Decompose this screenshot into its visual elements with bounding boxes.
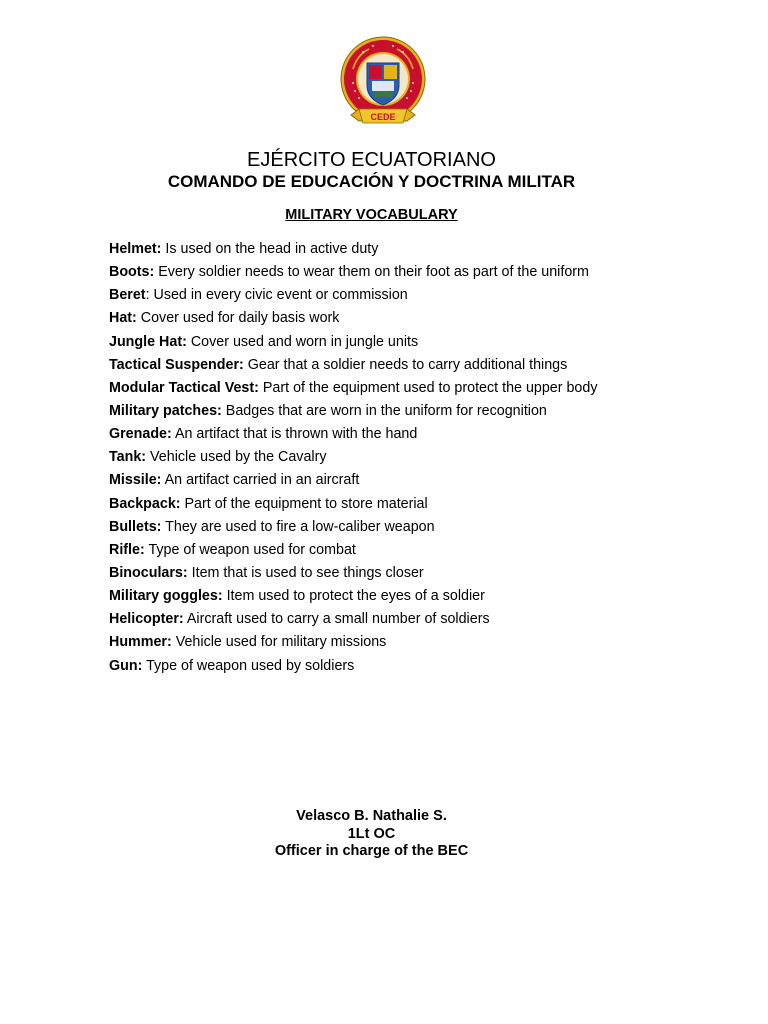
signature-name: Velasco B. Nathalie S. [296, 808, 447, 824]
vocabulary-definition: Type of weapon used for combat [144, 541, 356, 558]
vocabulary-definition: Cover used and worn in jungle units [186, 333, 419, 350]
vocabulary-definition: Vehicle used by the Cavalry [146, 449, 327, 466]
vocabulary-term: Rifle: [109, 541, 145, 558]
vocabulary-term: Military patches: [109, 402, 222, 419]
vocabulary-item [109, 332, 598, 355]
page-subtitle: COMANDO DE EDUCACIÓN Y DOCTRINA MILITAR [167, 172, 576, 191]
vocabulary-item [109, 308, 598, 331]
vocabulary-definition: An artifact that is thrown with the hand [171, 426, 418, 443]
vocabulary-definition: Gear that a soldier needs to carry additional things [243, 356, 568, 373]
signature-role: Officer in charge of the BEC [274, 843, 469, 859]
vocabulary-definition: Cover used for daily basis work [136, 310, 340, 327]
vocabulary-term: Gun: [109, 657, 143, 674]
vocabulary-definition: Item that is used to see things closer [187, 564, 424, 581]
vocabulary-item [109, 586, 598, 609]
vocabulary-definition: Badges that are worn in the uniform for recognition [221, 402, 547, 419]
vocabulary-definition: Item used to protect the eyes of a soldier [222, 588, 485, 605]
vocabulary-definition: An artifact carried in an aircraft [161, 472, 360, 489]
vocabulary-term: Binoculars: [109, 564, 188, 581]
vocabulary-item [109, 239, 598, 262]
vocabulary-item [109, 494, 598, 517]
vocabulary-definition: : Used in every civic event or commission [145, 287, 408, 304]
vocabulary-definition: Aircraft used to carry a small number of soldiers [183, 611, 490, 628]
vocabulary-item [109, 447, 598, 470]
vocabulary-item [109, 355, 598, 378]
vocabulary-definition: Is used on the head in active duty [161, 241, 379, 257]
vocabulary-item [109, 378, 598, 401]
vocabulary-item [109, 563, 598, 586]
vocabulary-definition: Part of the equipment to store material [180, 495, 428, 512]
vocabulary-definition: Part of the equipment used to protect the upper body [258, 379, 598, 396]
page-title: EJÉRCITO ECUATORIANO [247, 149, 496, 171]
vocabulary-term: Military goggles: [109, 588, 223, 605]
signature-block [0, 808, 743, 861]
vocabulary-definition: Vehicle used for military missions [171, 634, 387, 651]
vocabulary-item [109, 517, 598, 540]
vocabulary-item [109, 470, 598, 493]
vocabulary-item [109, 540, 598, 563]
vocabulary-term: Helicopter: [109, 611, 184, 628]
vocabulary-item [109, 285, 598, 308]
vocabulary-term: Helmet: [109, 241, 162, 257]
vocabulary-item [109, 632, 598, 655]
vocabulary-definition: Every soldier needs to wear them on their foot as part of the uniform [154, 264, 589, 281]
vocabulary-term: Boots: [109, 264, 155, 281]
vocabulary-item [109, 262, 598, 285]
vocabulary-definition: Type of weapon used by soldiers [142, 657, 355, 674]
cede-crest-icon [333, 35, 433, 131]
vocabulary-term: Modular Tactical Vest: [109, 379, 259, 396]
svg-text:CEDE: CEDE [370, 112, 396, 122]
vocabulary-term: Backpack: [109, 495, 181, 512]
vocabulary-term: Tank: [109, 449, 147, 466]
vocabulary-term: Hummer: [109, 634, 172, 651]
signature-rank: 1Lt OC [347, 825, 396, 842]
vocabulary-list [109, 239, 598, 679]
vocabulary-item [109, 656, 598, 679]
vocabulary-term: Jungle Hat: [109, 333, 187, 350]
vocabulary-term: Tactical Suspender: [109, 356, 244, 373]
vocabulary-term: Beret [109, 287, 146, 304]
vocabulary-term: Bullets: [109, 518, 162, 535]
vocabulary-definition: They are used to fire a low-caliber weapon [161, 518, 435, 535]
vocabulary-item [109, 424, 598, 447]
vocabulary-term: Hat: [109, 310, 137, 327]
vocabulary-item [109, 609, 598, 632]
vocabulary-term: Grenade: [109, 426, 172, 443]
vocabulary-item [109, 401, 598, 424]
section-title: MILITARY VOCABULARY [285, 207, 458, 223]
vocabulary-term: Missile: [109, 472, 162, 489]
